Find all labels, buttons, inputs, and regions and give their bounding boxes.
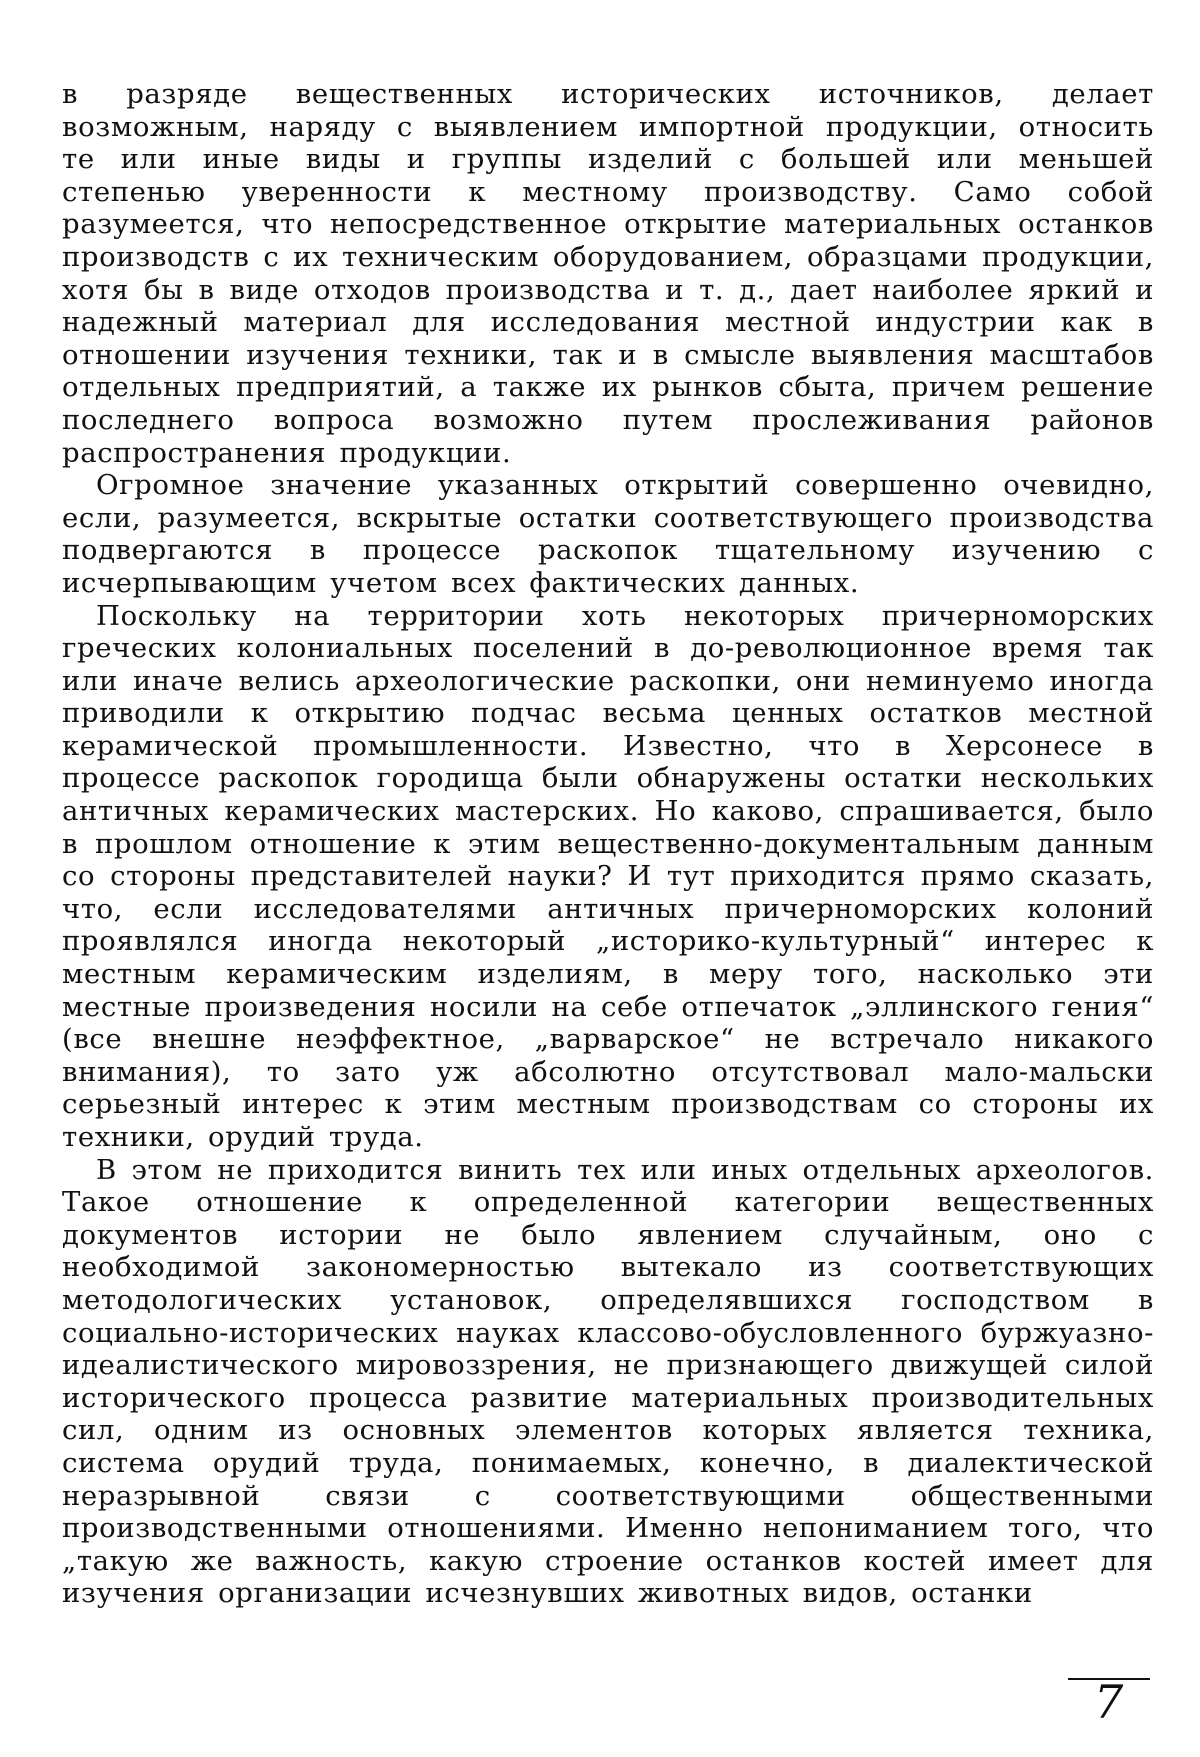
paragraph-3: Поскольку на территории хоть некоторых причерноморских греческих колониальных поселений в до-революционное время так или иначе велись археологические раскопки, они неминуемо иногда приводили к открытию подчас весьма ценных остатков местной керамической промышленности. Известно, что в Херсонесе в процессе раскопок городища были обнаружены остатки нескольких античных керамических мастерских. Но каково, спрашивается, было в прошлом отношение к этим вещественно-документальным данным со стороны представителей науки? И тут приходится прямо сказать, что, если исследователями античных причерноморских колоний проявлялся иногда некоторый „историко-культурный“ интерес к местным керамическим изделиям, в меру того, насколько эти местные произведения носили на себе отпечаток „эллинского гения“ (все внешне неэффектное, „варварское“ не встречало никакого внимания), то зато уж абсолютно отсутствовал мало-мальски серьезный интерес к этим местным производствам со стороны их техники, орудий труда. bbox=[62, 599, 1154, 1153]
page-number: 7 bbox=[1094, 1675, 1124, 1729]
paragraph-4: В этом не приходится винить тех или иных отдельных археологов. Такое отношение к определенной категории вещественных документов истории не было явлением случайным, оно с необходимой закономерностью вытекало из соответствующих методологических установок, определявшихся господством в социально-исторических науках классово-обусловленного буржуазно-идеалистического мировоззрения, не признающего движущей силой исторического процесса развитие материальных производительных сил, одним из основных элементов которых является техника, система орудий труда, понимаемых, конечно, в диалектической неразрывной связи с соответствующими общественными производственными отношениями. Именно непониманием того, что „такую же важность, какую строение останков костей имеет для изучения организации исчезнувших животных видов, останки bbox=[62, 1153, 1154, 1610]
page-body bbox=[62, 78, 1154, 1610]
paragraph-2: Огромное значение указанных открытий совершенно очевидно, если, разумеется, вскрытые остатки соответствующего производства подвергаются в процессе раскопок тщательному изучению с исчерпывающим учетом всех фактических данных. bbox=[62, 469, 1154, 599]
paragraph-1: в разряде вещественных исторических источников, делает возможным, наряду с выявлением импортной продукции, относить те или иные виды и группы изделий с большей или меньшей степенью уверенности к местному производству. Само собой разумеется, что непосредственное открытие материальных останков производств с их техническим оборудованием, образцами продукции, хотя бы в виде отходов производства и т. д., дает наиболее яркий и надежный материал для исследования местной индустрии как в отношении изучения техники, так и в смысле выявления масштабов отдельных предприятий, а также их рынков сбыта, причем решение последнего вопроса возможно путем прослеживания районов распространения продукции. bbox=[62, 78, 1154, 469]
